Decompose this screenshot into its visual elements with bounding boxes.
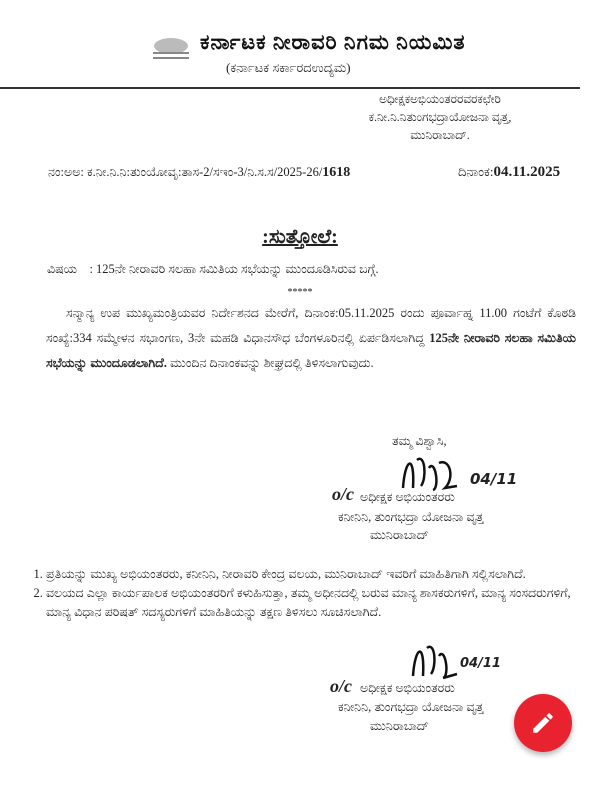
organization-subtitle: (ಕರ್ನಾಟಕ ಸರ್ಕಾರದಉದ್ಯಮ) xyxy=(226,60,351,75)
pencil-icon xyxy=(530,710,556,736)
office-line: ಕ.ನೀ.ನಿ.ನಿತುಂಗಭದ್ರಾಯೋಜನಾ ವೃತ್ತ, xyxy=(368,110,512,124)
body-text: ಮುಂದಿನ ದಿನಾಂಕವನ್ನು ಶೀಘ್ರದಲ್ಲಿ ತಿಳಿಸಲಾಗುವುದು. xyxy=(166,356,374,370)
body-bold-text: 125ನೇ ನೀರಾವರಿ ಸಲಹಾ ಸಮಿತಿಯ ಸಭೆಯನ್ನು ಮುಂದೂಡಲಾಗಿದೆ. xyxy=(46,331,576,370)
reference-prefix: ನಂ:ಅಅ: ಕ.ನೀ.ನಿ.ನಿ:ತುಂಯೋವೃ:ತಾಸ-2/ಸಇಂ-3/ನಿ.ಸ.ಸ/2025-26/ xyxy=(48,165,323,179)
note-item: 2. ವಲಯದ ಎಲ್ಲಾ ಕಾರ್ಯಪಾಲಕ ಅಭಿಯಂತರರಿಗೆ ಕಳುಹಿಸುತ್ತಾ, ತಮ್ಮ ಅಧೀನದಲ್ಲಿ ಬರುವ ಮಾನ್ಯ ಶಾಸಕರುಗಳಿಗೆ, ಮಾನ್ಯ ಸಂಸದರುಗಳಿಗೆ, ಮಾನ್ಯ ವಿಧಾನ ಪರಿಷತ್ ಸದಸ್ಯರುಗಳಿಗೆ ಮಾಹಿತಿಯನ್ನು ತಕ್ಷಣ ತಿಳಿಸಲು ಸೂಚಿಸಲಾಗಿದೆ. xyxy=(46,584,583,622)
handwritten-date: 04/11 xyxy=(470,470,518,488)
subject-label: ವಿಷಯ xyxy=(47,262,77,276)
signatory-line: ಕನೀನಿನಿ, ತುಂಗಭದ್ರಾ ಯೋಜನಾ ವೃತ್ತ xyxy=(338,700,484,714)
subject xyxy=(47,262,379,277)
organization-name: ಕರ್ನಾಟಕ ನೀರಾವರಿ ನಿಗಮ ನಿಯಮಿತ xyxy=(200,30,466,54)
header-divider xyxy=(0,87,580,89)
body-text: ಸನ್ಮಾನ್ಯ ಉಪ ಮುಖ್ಯಮಂತ್ರಿಯವರ ನಿರ್ದೇಶನದ ಮೇರೆಗೆ, ದಿನಾಂಕ:05.11.2025 ರಂದು ಪೂರ್ವಾಹ್ನ 11.00 ಗಂಟೆಗೆ ಕೊಠಡಿ ಸಂಖ್ಯೆ:334 ಸಮ್ಮೇಳನ ಸಭಾಂಗಣ, 3ನೇ ಮಹಡಿ ವಿಧಾನಸೌಧ ಬೆಂಗಳೂರಿನಲ್ಲಿ ಏರ್ಪಡಿಸಲಾಗಿದ್ದ xyxy=(46,306,576,345)
signatory-line: ಕನೀನಿನಿ, ತುಂಗಭದ್ರಾ ಯೋಜನಾ ವೃತ್ತ xyxy=(338,510,484,524)
office-line: ಮುನಿರಾಬಾದ್. xyxy=(410,128,470,142)
note-item: 1. ಪ್ರತಿಯನ್ನು ಮುಖ್ಯ ಅಭಿಯಂತರರು, ಕನೀನಿನಿ, ನೀರಾವರಿ ಕೇಂದ್ರ ವಲಯ, ಮುನಿರಾಬಾದ್ ಇವರಿಗೆ ಮಾಹಿತಿಗಾಗಿ ಸಲ್ಲಿಸಲಾಗಿದೆ. xyxy=(46,565,583,584)
copy-notes xyxy=(28,565,583,622)
closing: ತಮ್ಮ ವಿಶ್ವಾಸಿ, xyxy=(392,434,447,448)
date-label: ದಿನಾಂಕ: xyxy=(458,164,494,179)
subject-text: : 125ನೇ ನೀರಾವರಿ ಸಲಹಾ ಸಮಿತಿಯ ಸಭೆಯನ್ನು ಮುಂದೂಡಿಸಿರುವ ಬಗ್ಗೆ. xyxy=(89,262,379,276)
organization-logo xyxy=(150,34,192,64)
letter-date xyxy=(458,164,560,181)
handwritten-date: 04/11 xyxy=(460,656,501,671)
signatory-line: ಅಧೀಕ್ಷಕ ಅಭಿಯಂತರರು xyxy=(360,681,455,695)
reference-number xyxy=(48,165,350,181)
date-value: 04.11.2025 xyxy=(493,164,561,180)
edit-button[interactable] xyxy=(514,694,572,752)
signatory-line: ಮುನಿರಾಬಾದ್ xyxy=(370,719,429,733)
oc-mark: o/c xyxy=(330,676,352,696)
body-paragraph xyxy=(46,301,576,376)
separator: ***** xyxy=(287,287,313,298)
document-title: :ಸುತ್ತೋಲೆ: xyxy=(262,226,338,248)
oc-mark: o/c xyxy=(332,484,354,504)
reference-id: 1618 xyxy=(322,165,351,180)
office-line: ಅಧೀಕ್ಷಕಅಭಿಯಂತರರವರಕಛೇರಿ xyxy=(379,92,501,106)
signatory-line: ಅಧೀಕ್ಷಕ ಅಭಿಯಂತರರು xyxy=(360,490,455,504)
signatory-line: ಮುನಿರಾಬಾದ್ xyxy=(370,528,429,542)
signature-scribble xyxy=(405,636,465,682)
